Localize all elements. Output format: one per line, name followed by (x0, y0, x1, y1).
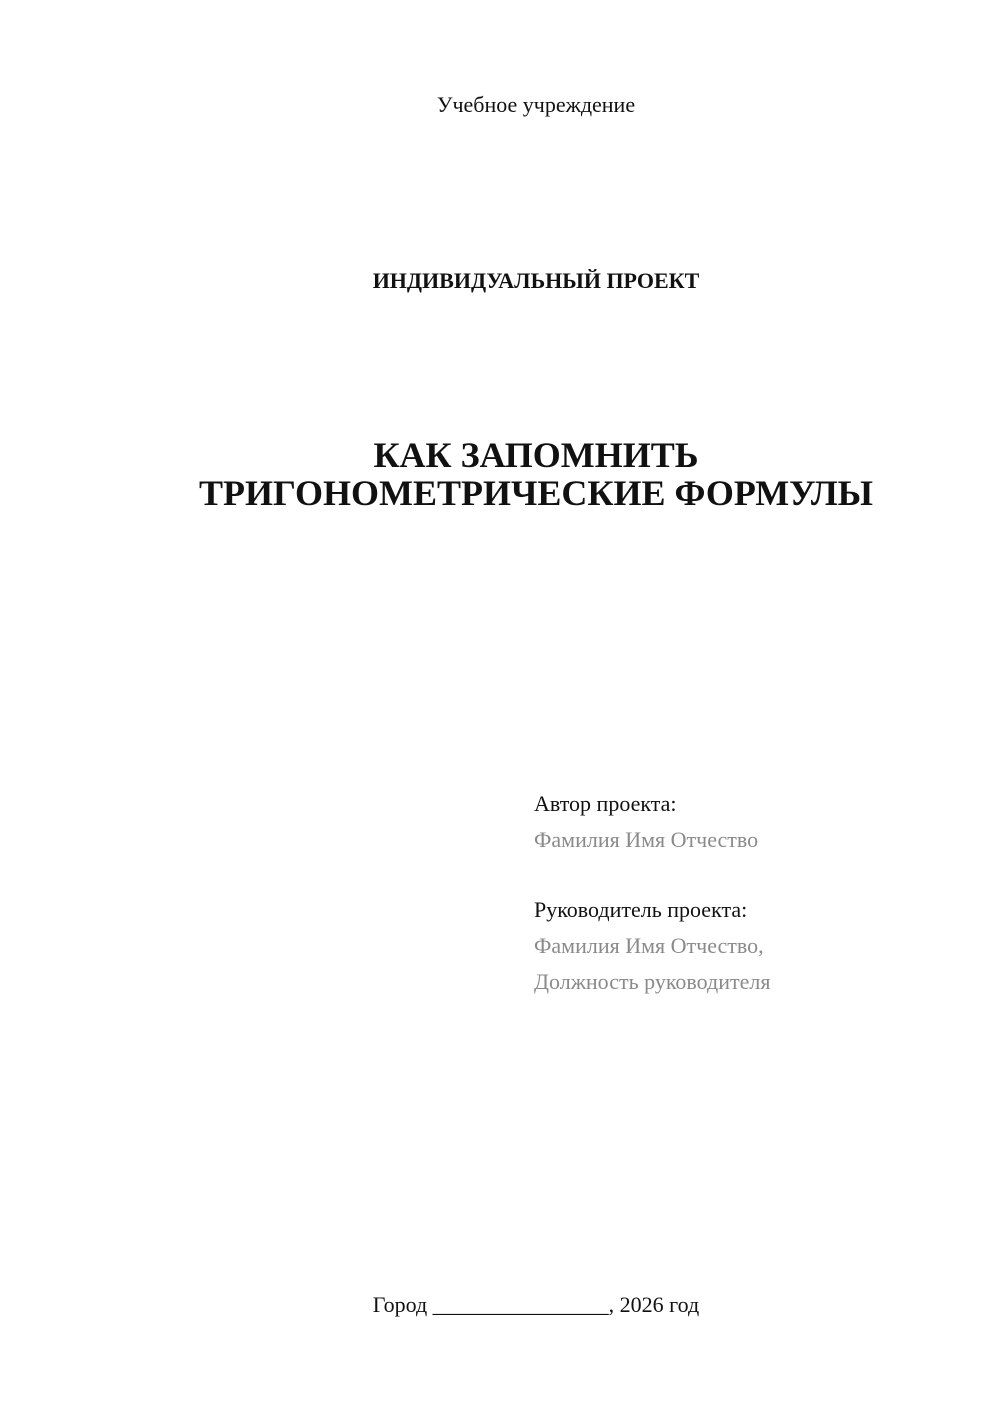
supervisor-name: Фамилия Имя Отчество, (534, 933, 764, 958)
info-spacer (534, 858, 974, 892)
project-title-line-2: ТРИГОНОМЕТРИЧЕСКИЕ ФОРМУЛЫ (198, 473, 874, 513)
supervisor-position: Должность руководителя (534, 969, 771, 994)
supervisor-label: Руководитель проекта: (534, 897, 748, 922)
project-info-block (534, 786, 974, 1000)
city-year-line: Город ________________, 2026 год (372, 1292, 700, 1317)
author-name: Фамилия Имя Отчество (534, 827, 759, 852)
project-title-line-1: КАК ЗАПОМНИТЬ (373, 435, 699, 475)
project-title (0, 436, 1000, 512)
institution-name: Учебное учреждение (436, 92, 636, 117)
document-type: ИНДИВИДУАЛЬНЫЙ ПРОЕКТ (372, 268, 700, 293)
author-label: Автор проекта: (534, 791, 677, 816)
